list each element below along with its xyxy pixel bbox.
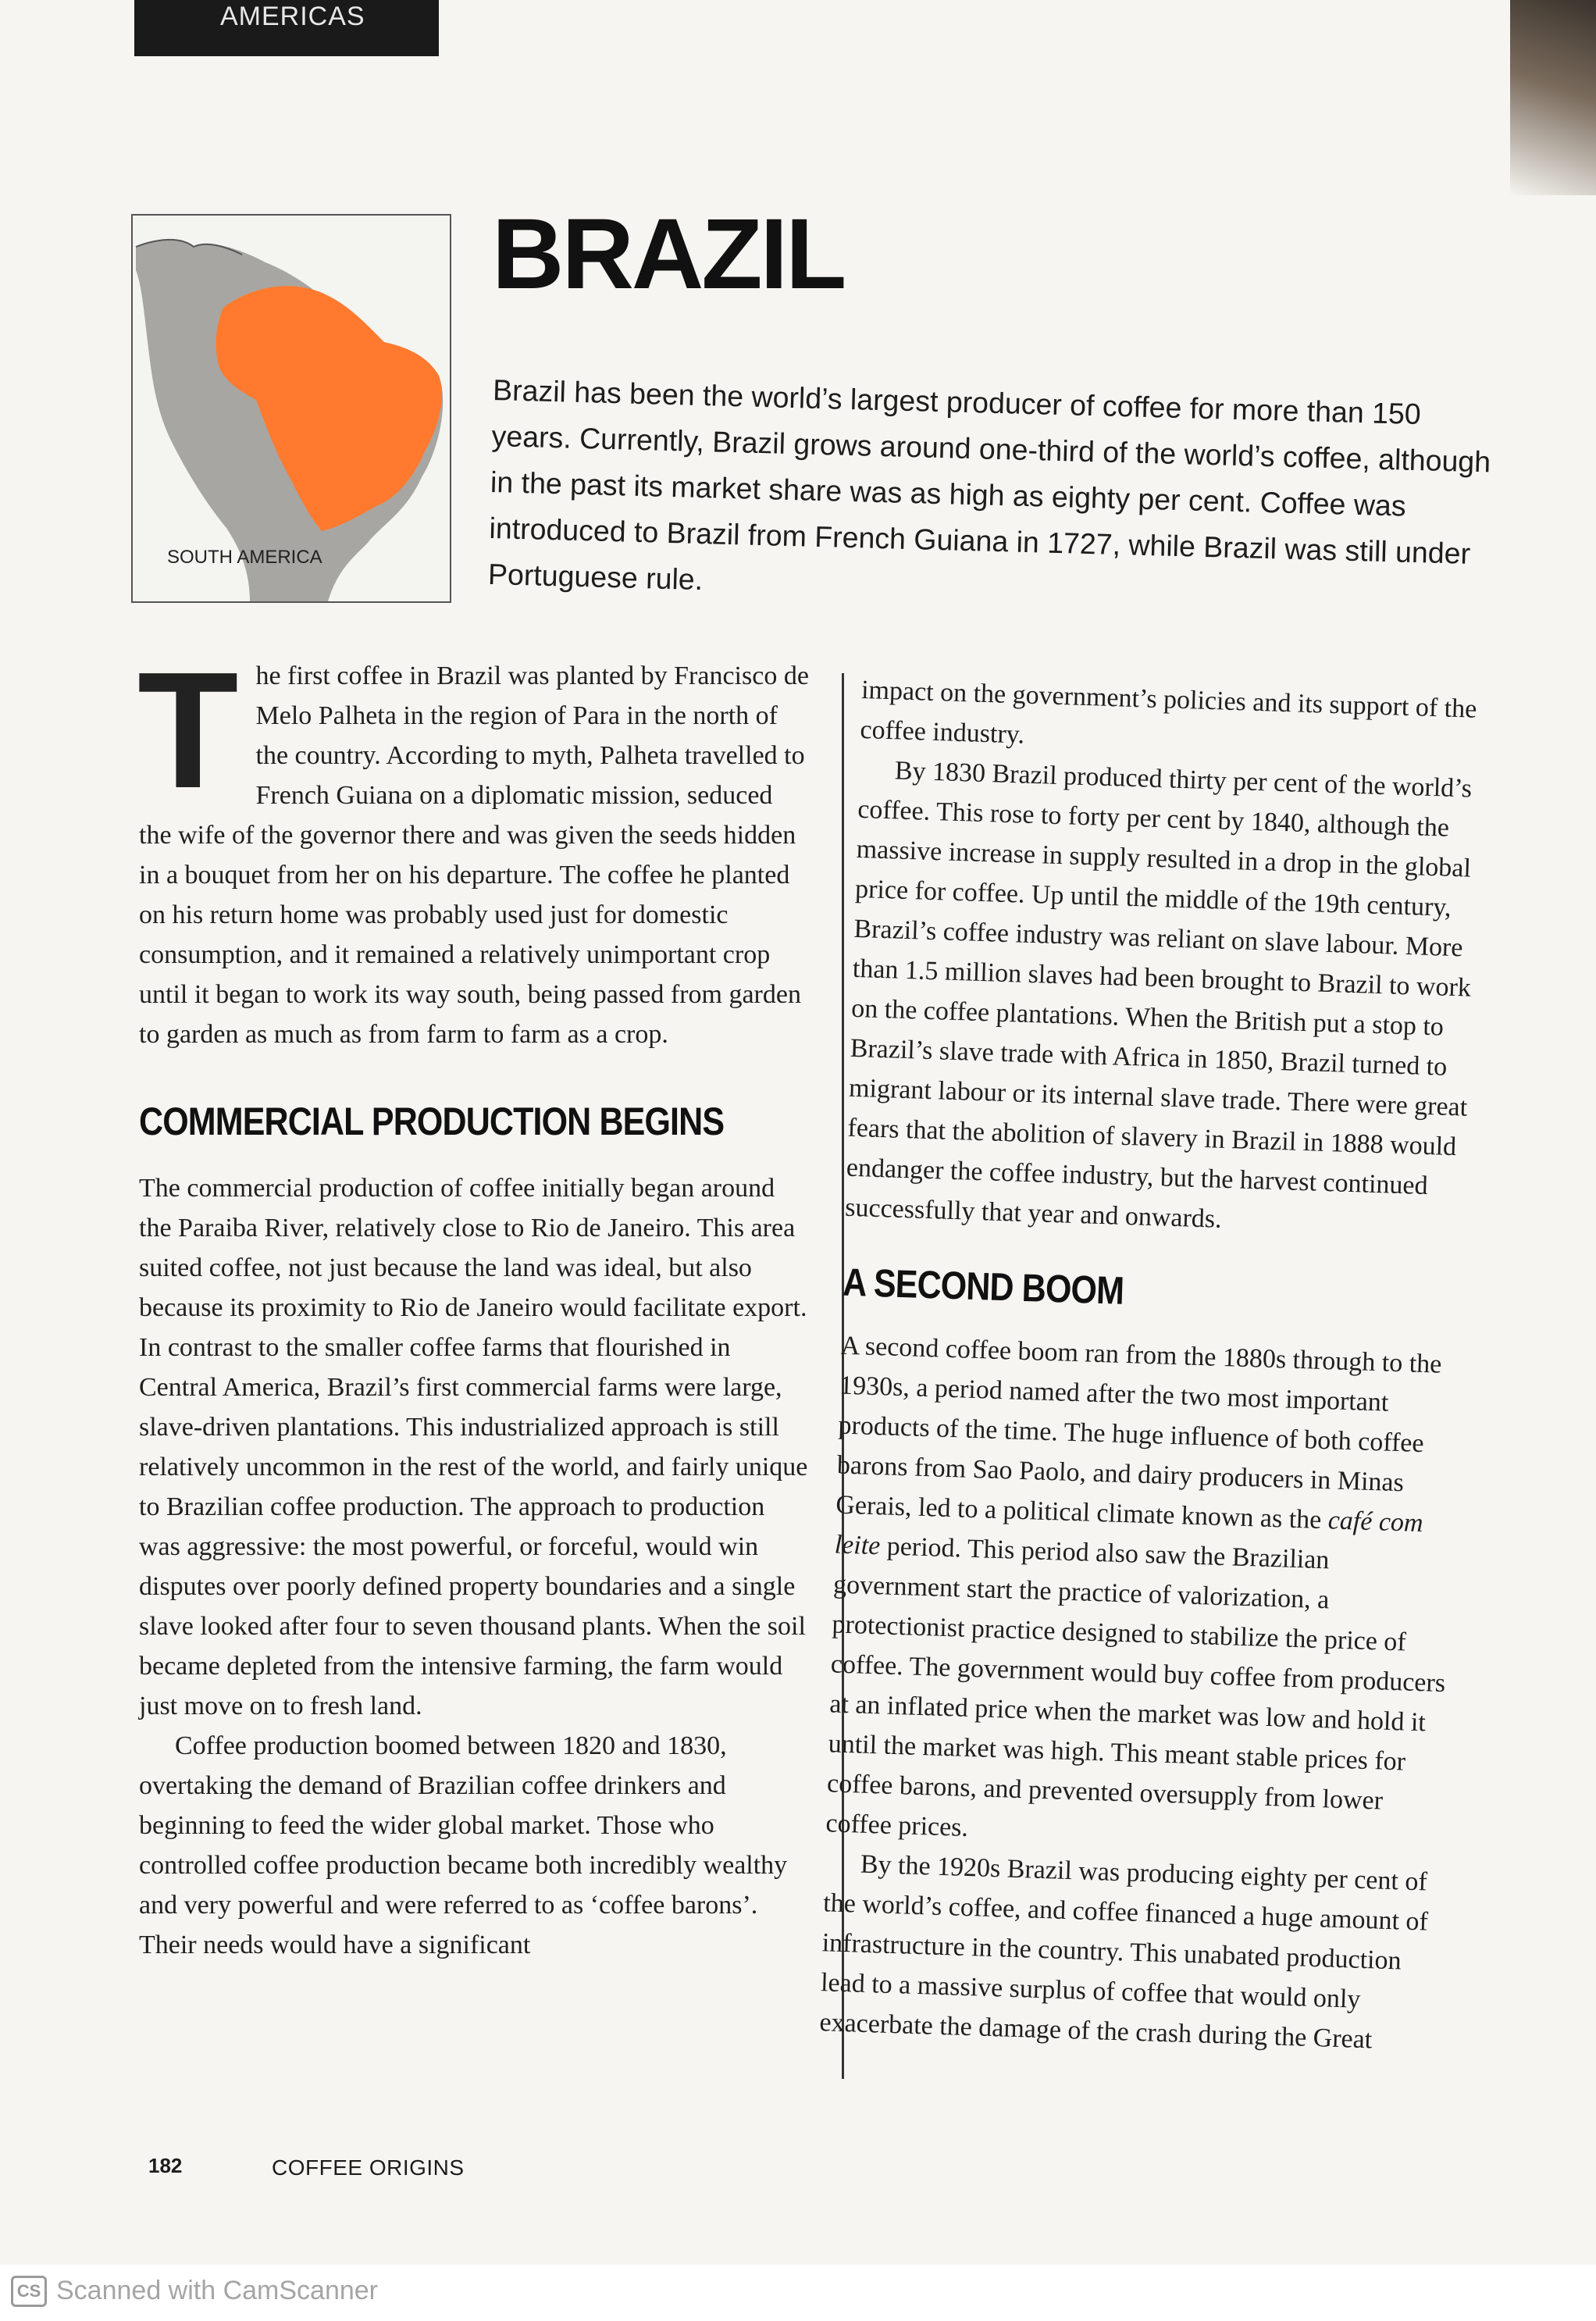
section-tab-label: AMERICAS bbox=[220, 2, 365, 31]
scanner-text: Scanned with CamScanner bbox=[56, 2276, 379, 2305]
heading-commercial-production: COMMERCIAL PRODUCTION BEGINS bbox=[139, 1100, 725, 1143]
body-paragraph-3: Coffee production boomed between 1820 and 1830, overtaking the demand of Brazilian coffee drinkers and beginning to feed the wider global market. Those who controlled coffee production became both incredibly wealthy and very powerful and were referred to as ‘coffee barons’. Their needs would have a significant bbox=[139, 1731, 788, 1959]
locator-map bbox=[131, 214, 451, 603]
page-number: 182 bbox=[148, 2154, 183, 2177]
camscanner-logo-icon: CS bbox=[11, 2276, 47, 2307]
cafe-com-leite-term: café com leite bbox=[834, 1506, 1424, 1561]
heading-second-boom: A SECOND BOOM bbox=[842, 1260, 1124, 1313]
body-paragraph-6 bbox=[825, 1326, 1466, 1863]
body-paragraph-4: impact on the government’s policies and its support of the coffee industry. bbox=[860, 675, 1477, 750]
map-label: SOUTH AMERICA bbox=[167, 547, 322, 568]
page-title: BRAZIL bbox=[492, 198, 845, 310]
body-paragraph-5: By 1830 Brazil produced thirty per cent of the world’s coffee. This rose to forty per cent by 1840, although the massive increase in supply resulted in a drop in the global price for coffee. Up until the middle of the 19th century, Brazil’s coffee industry was reliant on slave labour. More than 1.5 million slaves had been brought to Brazil to work on the coffee plantations. When the British put a stop to Brazil’s slave trade with Africa in 1850, Brazil turned to migrant labour or its internal slave trade. There were great fears that the abolition of slavery in Brazil in 1888 would endanger the coffee industry, but the harvest continued successfully that year and onwards. bbox=[844, 756, 1473, 1234]
left-column bbox=[137, 637, 810, 1965]
body-paragraph-2: The commercial production of coffee initially began around the Paraiba River, relatively close to Rio de Janeiro. This area suited coffee, not just because the land was ideal, but also because its proximity to Rio de Janeiro would facilitate export. In contrast to the smaller coffee farms that flourished in Central America, Brazil’s first commercial farms were large, slave-driven plantations. This industrialized approach is still relatively uncommon in the rest of the world, and fairly unique to Brazilian coffee production. The approach to production was aggressive: the most powerful, or forceful, would win disputes over poorly defined property boundaries and a single slave looked after four to seven thousand plants. When the soil became depleted from the intensive farming, the farm would just move on to fresh land. bbox=[139, 1174, 808, 1720]
body-paragraph-1-text: he first coffee in Brazil was planted by Francisco de Melo Palheta in the region of Para in the north of the country. According to myth, Palheta travelled to French Guiana on a diplomatic mission, seduced the wife of the governor there and was given the seeds hidden in a bouquet from her on his departure. The coffee he planted on his return home was probably used just for domestic consumption, and it remained a relatively unimportant crop until it began to work its way south, being passed from garden to garden as much as from farm to farm as a crop. bbox=[139, 661, 809, 1049]
page-curl-shadow bbox=[1510, 0, 1596, 195]
south-america-map bbox=[133, 216, 450, 601]
body-paragraph-7: By the 1920s Brazil was producing eighty per cent of the world’s coffee, and coffee financed a huge amount of infrastructure in the country. This unabated production lead to a massive surplus of coffee that would only exacerbate the damage of the crash during the Great bbox=[818, 1849, 1429, 2055]
intro-paragraph: Brazil has been the world’s largest producer of coffee for more than 150 years. Currently, Brazil grows around one-third of the world’s coffee, although in the past its market share was as high as eighty per cent. Coffee was introduced to Brazil from French Guiana in 1727, while Brazil was still under Portuguese rule. bbox=[487, 373, 1491, 597]
running-footer: COFFEE ORIGINS bbox=[272, 2155, 465, 2180]
right-column bbox=[819, 670, 1487, 2062]
drop-cap: T bbox=[137, 637, 239, 822]
scanner-watermark bbox=[0, 2265, 1596, 2321]
body-paragraph-1 bbox=[137, 637, 810, 1054]
section-tab bbox=[134, 0, 439, 56]
body-paragraph-6-b: period. This period also saw the Brazilian government start the practice of valorization, a protectionist practice designed to stabilize the price of coffee. The government would buy coffee from producers at an inflated price when the market was low and hold it until the market was high. This meant stable prices for coffee barons, and prevented oversupply from lower coffee prices. bbox=[825, 1531, 1446, 1842]
body-paragraph-6-a: A second coffee boom ran from the 1880s through to the 1930s, a period named after the two most important products of the time. The huge influence of both coffee barons from Sao Paolo, and dairy producers in Minas Gerais, led to a political climate known as the bbox=[835, 1331, 1442, 1535]
